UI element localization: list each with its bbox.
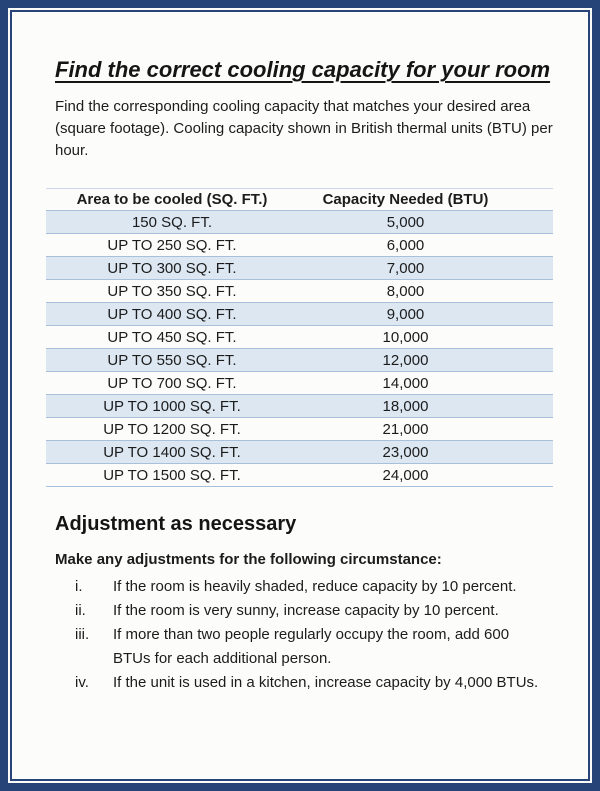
- table-row: [46, 234, 553, 257]
- capacity-cell: 18,000: [298, 395, 553, 418]
- area-cell: UP TO 1000 SQ. FT.: [46, 395, 298, 418]
- area-cell: UP TO 350 SQ. FT.: [46, 280, 298, 303]
- table-header-row: [46, 189, 553, 211]
- adjustment-heading: Adjustment as necessary: [55, 513, 297, 535]
- capacity-table: [46, 188, 553, 487]
- table-row: [46, 326, 553, 349]
- adjustment-subheading: Make any adjustments for the following circumstance:: [55, 551, 442, 568]
- area-cell: UP TO 700 SQ. FT.: [46, 372, 298, 395]
- capacity-cell: 6,000: [298, 234, 553, 257]
- column-header-capacity: Capacity Needed (BTU): [298, 189, 553, 211]
- table-row: [46, 441, 553, 464]
- capacity-cell: 8,000: [298, 280, 553, 303]
- page-title: Find the correct cooling capacity for your room: [55, 57, 551, 82]
- list-item: [75, 671, 555, 695]
- area-cell: UP TO 1500 SQ. FT.: [46, 464, 298, 487]
- capacity-cell: 10,000: [298, 326, 553, 349]
- area-cell: UP TO 550 SQ. FT.: [46, 349, 298, 372]
- list-item-text: If more than two people regularly occupy the room, add 600 BTUs for each additional person.: [113, 626, 510, 667]
- capacity-cell: 7,000: [298, 257, 553, 280]
- table-row: [46, 464, 553, 487]
- table-row: [46, 303, 553, 326]
- intro-paragraph: Find the corresponding cooling capacity that matches your desired area (square footage). Cooling capacity shown in British thermal units (BTU) per hour.: [55, 98, 553, 159]
- table-row: [46, 372, 553, 395]
- list-item: [75, 575, 555, 599]
- list-item: [75, 599, 555, 623]
- page-border-inner: [10, 10, 590, 781]
- area-cell: UP TO 1200 SQ. FT.: [46, 418, 298, 441]
- table-row: [46, 395, 553, 418]
- table-row: [46, 418, 553, 441]
- list-item-numeral: i.: [75, 578, 83, 595]
- list-item: [75, 623, 555, 671]
- table-body: [46, 211, 553, 487]
- area-cell: UP TO 300 SQ. FT.: [46, 257, 298, 280]
- capacity-cell: 12,000: [298, 349, 553, 372]
- area-cell: 150 SQ. FT.: [46, 211, 298, 234]
- capacity-cell: 9,000: [298, 303, 553, 326]
- table-row: [46, 349, 553, 372]
- table-row: [46, 257, 553, 280]
- area-cell: UP TO 1400 SQ. FT.: [46, 441, 298, 464]
- capacity-cell: 23,000: [298, 441, 553, 464]
- capacity-cell: 21,000: [298, 418, 553, 441]
- area-cell: UP TO 450 SQ. FT.: [46, 326, 298, 349]
- capacity-cell: 14,000: [298, 372, 553, 395]
- list-item-numeral: iii.: [75, 626, 90, 643]
- capacity-cell: 24,000: [298, 464, 553, 487]
- list-item-text: If the room is very sunny, increase capacity by 10 percent.: [113, 602, 499, 619]
- list-item-text: If the unit is used in a kitchen, increase capacity by 4,000 BTUs.: [113, 674, 539, 691]
- table-row: [46, 280, 553, 303]
- adjustment-list: [75, 575, 555, 695]
- table-row: [46, 211, 553, 234]
- list-item-numeral: ii.: [75, 602, 86, 619]
- list-item-text: If the room is heavily shaded, reduce capacity by 10 percent.: [113, 578, 517, 595]
- area-cell: UP TO 250 SQ. FT.: [46, 234, 298, 257]
- column-header-area: Area to be cooled (SQ. FT.): [46, 189, 298, 211]
- capacity-cell: 5,000: [298, 211, 553, 234]
- list-item-numeral: iv.: [75, 674, 89, 691]
- area-cell: UP TO 400 SQ. FT.: [46, 303, 298, 326]
